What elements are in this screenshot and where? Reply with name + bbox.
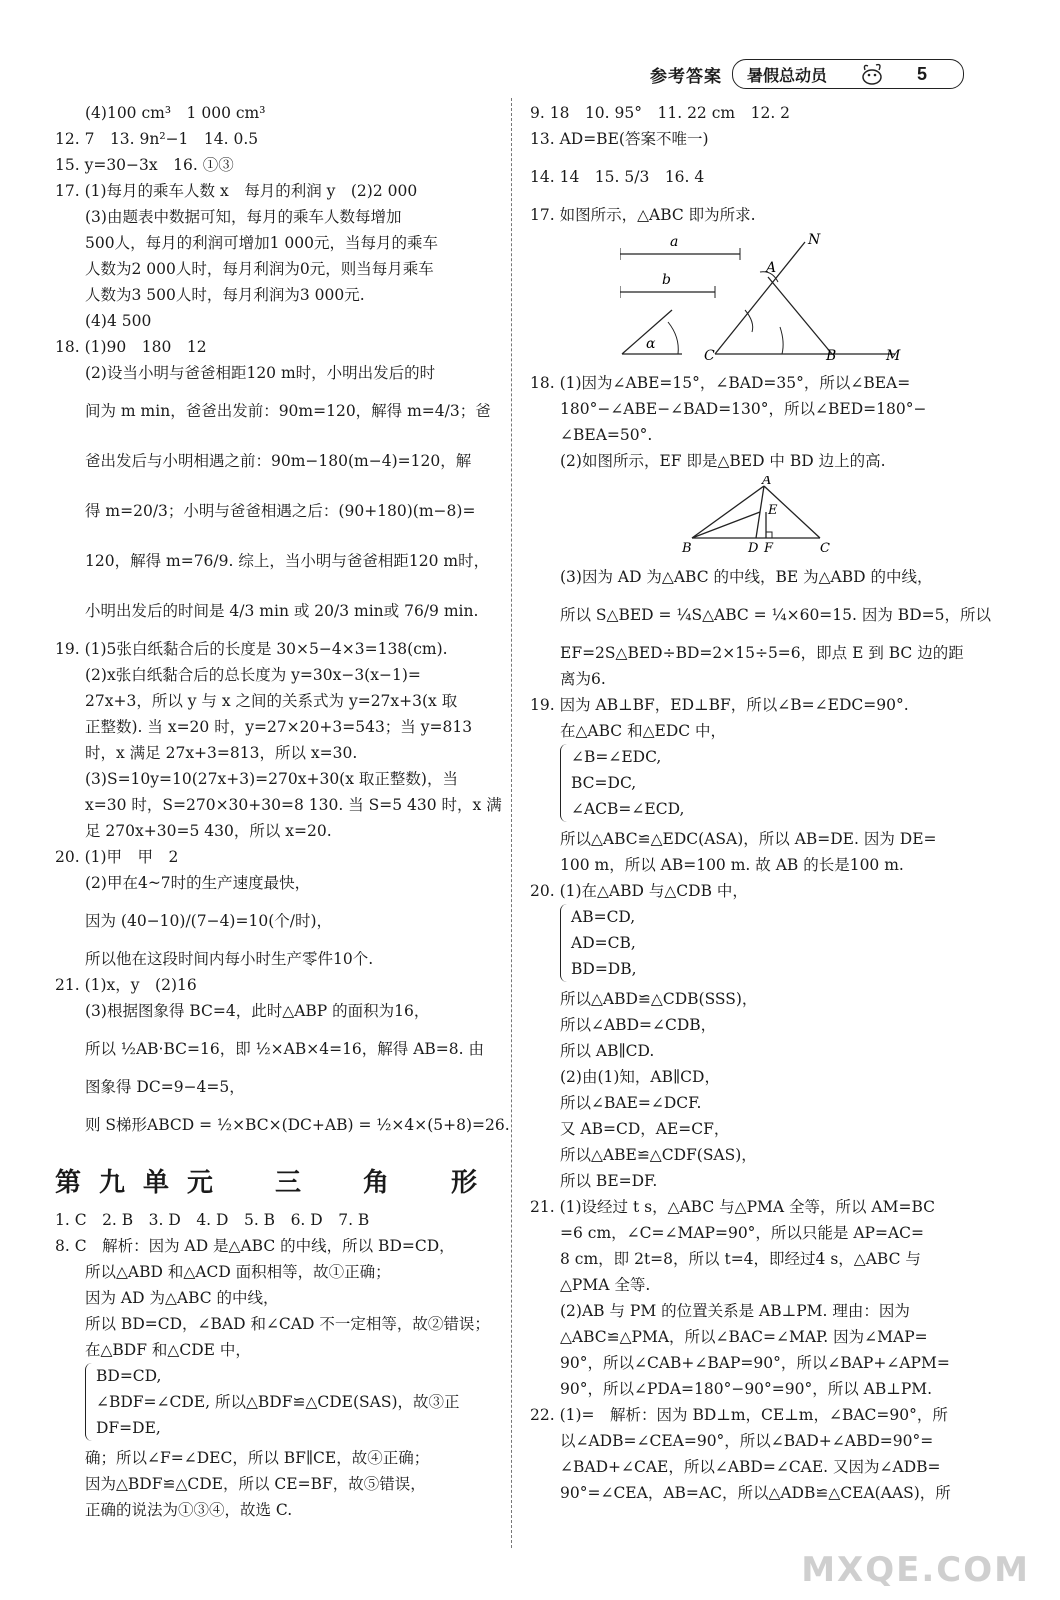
brace-item: ∠ACB=∠ECD, [571,800,685,818]
text-line: 则 S梯形ABCD = ½×BC×(DC+AB) = ½×4×(5+8)=26. [85,1116,510,1134]
construction-figure [620,232,920,362]
point-c-label: C [820,541,830,556]
header-label: 参考答案 [649,66,722,87]
text-line: (2)如图所示，EF 即是△BED 中 BD 边上的高. [560,452,886,470]
brace-item: BD=CD, [96,1367,162,1385]
brace-item: BD=DB, [571,960,637,978]
brace-item: AB=CD, [571,908,636,926]
text-line: (3)因为 AD 为△ABC 的中线，BE 为△ABD 的中线， [560,568,933,586]
text-line: 爸出发后与小明相遇之前：90m−180(m−4)=120，解 [85,452,472,470]
text-line: (2)设当小明与爸爸相距120 m时，小明出发后的时 [85,364,436,382]
text-line: 22. (1)= 解析：因为 BD⊥m，CE⊥m，∠BAC=90°，所 [530,1406,948,1424]
text-line: 9. 18 10. 95° 11. 22 cm 12. 2 [530,104,791,122]
text-line: 所以△ABC≌△EDC(ASA)，所以 AB=DE. 因为 DE= [560,830,937,848]
text-line: 14. 14 15. 5/3 16. 4 [530,168,705,186]
text-line: 1. C 2. B 3. D 4. D 5. B 6. D 7. B [55,1211,370,1229]
text-line: 在△BDF 和△CDE 中， [85,1341,251,1359]
text-line: △PMA 全等. [560,1276,651,1294]
text-line: 90°，所以∠CAB+∠BAP=90°，所以∠BAP+∠APM= [560,1354,950,1372]
brace-mark [560,904,567,982]
text-line: 90°，所以∠PDA=180°−90°=90°，所以 AB⊥PM. [560,1380,933,1398]
text-line: (3)根据图象得 BC=4，此时△ABP 的面积为16， [85,1002,430,1020]
text-line: 小明出发后的时间是 4/3 min 或 20/3 min或 76/9 min. [85,602,479,620]
text-line: 图象得 DC=9−4=5， [85,1078,245,1096]
text-line: 19. (1)5张白纸黏合后的长度是 30×5−4×3=138(cm). [55,640,448,658]
text-line: 15. y=30−3x 16. ①③ [55,156,234,174]
mascot-icon [857,61,887,87]
text-line: 12. 7 13. 9n²−1 14. 0.5 [55,130,259,148]
text-line: 所以 AB∥CD. [560,1042,655,1060]
text-line: 得 m=20/3；小明与爸爸相遇之后：(90+180)(m−8)= [85,502,476,520]
text-line: 120，解得 m=76/9. 综上，当小明与爸爸相距120 m时， [85,552,490,570]
text-line: 21. (1)x，y (2)16 [55,976,197,994]
text-line: (3)由题表中数据可知，每月的乘车人数每增加 [85,208,402,226]
brace-item: ∠B=∠EDC, [571,748,662,766]
point-a-label: A [766,260,777,276]
text-line: (4)100 cm³ 1 000 cm³ [85,104,266,122]
segment-a-label: a [670,234,679,250]
text-line: 8 cm，即 2t=8，所以 t=4，即经过4 s，△ABC 与 [560,1250,921,1268]
text-line: (2)AB 与 PM 的位置关系是 AB⊥PM. 理由：因为 [560,1302,910,1320]
text-line: 27x+3，所以 y 与 x 之间的关系式为 y=27x+3(x 取 [85,692,458,710]
text-line: 17. (1)每月的乘车人数 x 每月的利润 y (2)2 000 [55,182,418,200]
header-title-pill [732,59,964,89]
text-line: 所以△ABD≌△CDB(SSS)， [560,990,758,1008]
point-d-label: D [748,541,759,556]
point-f-label: F [764,541,774,556]
text-line: 18. (1)90 180 12 [55,338,207,356]
column-divider [511,98,512,1548]
brace-block [530,904,970,986]
text-line: 正整数). 当 x=20 时，y=27×20+3=543；当 y=813 [85,718,473,736]
text-line: 所以 BE=DF. [560,1172,658,1190]
text-line: (2)甲在4~7时的生产速度最快， [85,874,311,892]
text-line: 100 m，所以 AB=100 m. 故 AB 的长是100 m. [560,856,904,874]
point-n-label: N [808,232,821,248]
text-line: 因为△BDF≌△CDE，所以 CE=BF，故⑤错误， [85,1475,426,1493]
text-line: 所以 ½AB·BC=16，即 ½×AB×4=16，解得 AB=8. 由 [85,1040,485,1058]
text-line: 所以△ABE≌△CDF(SAS)， [560,1146,757,1164]
text-line: 间为 m min，爸爸出发前：90m=120，解得 m=4/3；爸 [85,402,491,420]
text-line: 确；所以∠F=∠DEC，所以 BF∥CE，故④正确； [85,1449,430,1467]
brace-block [530,744,970,826]
text-line: 正确的说法为①③④，故选 C. [85,1501,293,1519]
text-line: 人数为2 000人时，每月利润为0元，则当每月乘车 [85,260,434,278]
text-line: (3)S=10y=10(27x+3)=270x+30(x 取正整数)，当 [85,770,458,788]
brace-item: AD=CB, [571,934,636,952]
right-column [530,100,991,1506]
text-line: 又 AB=CD，AE=CF， [560,1120,730,1138]
page-header [650,58,964,90]
text-line: ∠BEA=50°. [560,426,653,444]
text-line: 21. (1)设经过 t s，△ABC 与△PMA 全等，所以 AM=BC [530,1198,936,1216]
brace-item: DF=DE, [96,1419,161,1437]
text-line: 离为6. [560,670,606,688]
watermark-logo: MXQE.COM [801,1550,1030,1590]
text-line: 8. C 解析：因为 AD 是△ABC 的中线，所以 BD=CD， [55,1237,455,1255]
text-line: 所以∠BAE=∠DCF. [560,1094,702,1112]
point-e-label: E [768,503,778,518]
text-line: EF=2S△BED÷BD=2×15÷5=6，即点 E 到 BC 边的距 [560,644,964,662]
text-line: 在△ABC 和△EDC 中， [560,722,727,740]
brace-item: ∠BDF=∠CDE, 所以△BDF≌△CDE(SAS)，故③正 [96,1393,460,1411]
text-line: 因为 AD 为△ABC 的中线， [85,1289,279,1307]
point-a-label: A [762,476,772,488]
text-line: 所以 S△BED = ¼S△ABC = ¼×60=15. 因为 BD=5，所以 [560,606,991,624]
text-line: 所以△ABD 和△ACD 面积相等，故①正确； [85,1263,391,1281]
text-line: 500人，每月的利润可增加1 000元，当每月的乘车 [85,234,438,252]
text-line: 20. (1)在△ABD 与△CDB 中， [530,882,748,900]
text-line: 17. 如图所示，△ABC 即为所求. [530,206,756,224]
text-line: 180°−∠ABE−∠BAD=130°，所以∠BED=180°− [560,400,927,418]
point-b-label: B [826,348,837,362]
text-line: 以∠ADB=∠CEA=90°，所以∠BAD+∠ABD=90°= [560,1432,934,1450]
text-line: 19. 因为 AB⊥BF，ED⊥BF，所以∠B=∠EDC=90°. [530,696,909,714]
text-line: x=30 时，S=270×30+30=8 130. 当 S=5 430 时，x 满 [85,796,502,814]
text-line: 所以他在这段时间内每小时生产零件10个. [85,950,374,968]
point-m-label: M [886,348,901,362]
text-line: 因为 (40−10)/(7−4)=10(个/时)， [85,912,333,930]
text-line: 人数为3 500人时，每月利润为3 000元. [85,286,365,304]
header-title: 暑假总动员 [746,65,827,85]
text-line: 足 270x+30=5 430，所以 x=20. [85,822,332,840]
text-line: (2)由(1)知，AB∥CD， [560,1068,720,1086]
text-line: 90°=∠CEA，AB=AC，所以△ADB≌△CEA(AAS)，所 [560,1484,951,1502]
text-line: 18. (1)因为∠ABE=15°，∠BAD=35°，所以∠BEA= [530,374,911,392]
brace-block [55,1363,495,1445]
text-line: 所以∠ABD=∠CDB， [560,1016,717,1034]
page-number: 5 [916,63,927,84]
text-line: 20. (1)甲 甲 2 [55,848,179,866]
text-line: △ABC≌△PMA，所以∠BAC=∠MAP. 因为∠MAP= [560,1328,928,1346]
brace-item: BC=DC, [571,774,637,792]
angle-alpha-label: α [646,336,656,352]
text-line: 所以 BD=CD，∠BAD 和∠CAD 不一定相等，故②错误； [85,1315,490,1333]
section-title: 第九单元 三 角 形 [55,1168,496,1198]
text-line: 时，x 满足 27x+3=813，所以 x=30. [85,744,358,762]
text-line: (2)x张白纸黏合后的总长度为 y=30x−3(x−1)= [85,666,421,684]
brace-mark [85,1363,92,1441]
brace-mark [560,744,567,822]
point-b-label: B [682,541,692,556]
triangle-figure [680,476,850,556]
text-line: =6 cm，∠C=∠MAP=90°，所以只能是 AP=AC= [560,1224,925,1242]
text-line: 13. AD=BE(答案不唯一) [530,130,709,148]
point-c-label: C [704,348,715,362]
text-line: ∠BAD+∠CAE，所以∠ABD=∠CAE. 又因为∠ADB= [560,1458,941,1476]
left-column [55,100,510,1523]
segment-b-label: b [662,272,671,288]
text-line: (4)4 500 [85,312,152,330]
